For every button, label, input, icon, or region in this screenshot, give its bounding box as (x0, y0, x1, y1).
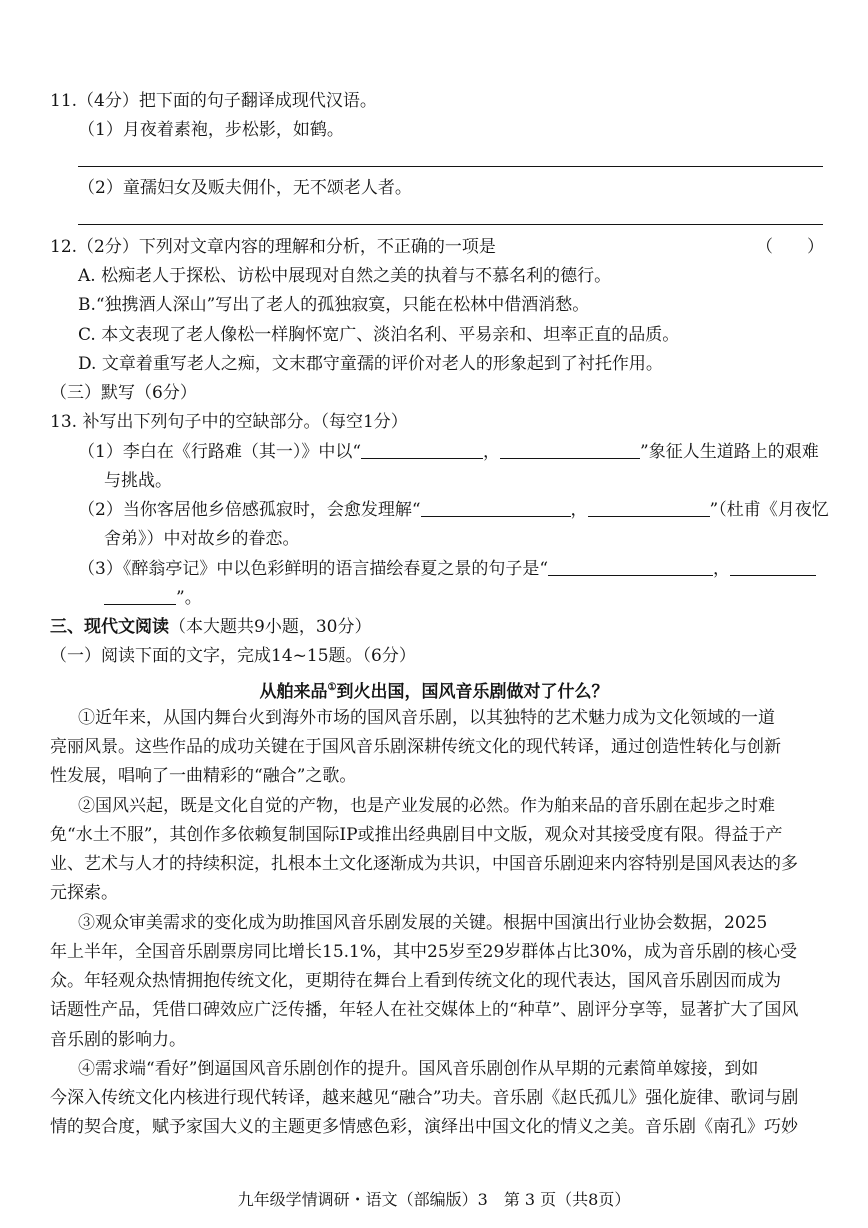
q12-answer-bracket: （ ） (756, 237, 824, 257)
heading-rest: （本大题共9小题，30分） (169, 617, 372, 637)
section-dictation-heading: （三）默写（6分） (50, 383, 197, 403)
article-title (0, 675, 868, 705)
q12-option-c: C. 本文表现了老人像松一样胸怀宽广、淡泊名利、平易亲和、坦率正直的品质。 (78, 325, 680, 345)
q13-item-1 (78, 439, 819, 465)
close-quote: ”。 (176, 588, 202, 608)
article-line: 年上半年，全国音乐剧票房同比增长15.1%，其中25岁至29岁群体占比30%，成为音乐剧的核心受 (50, 942, 798, 962)
q11-sentence-1: （1）月夜着素袍，步松影，如鹤。 (78, 120, 344, 140)
q13-item-3-cont (104, 585, 202, 611)
q12-option-d: D. 文章着重写老人之痴，文末郡守童孺的评价对老人的形象起到了衬托作用。 (78, 354, 663, 374)
q13-blank-6b[interactable] (104, 586, 176, 605)
article-line: 元探索。 (50, 883, 118, 903)
q13-item-1-suffix: ”象征人生道路上的艰难 (640, 442, 819, 462)
article-line: 亮丽风景。这些作品的成功关键在于国风音乐剧深耕传统文化的现代转译，通过创造性转化与创新 (50, 737, 781, 757)
comma: ， (713, 559, 731, 579)
article-line: 情的契合度，赋予家国大义的主题更多情感色彩，演绎出中国文化的情义之美。音乐剧《南孔》巧妙 (50, 1117, 798, 1137)
comma: ， (570, 500, 588, 520)
q11-sentence-2: （2）童孺妇女及贩夫佣仆，无不颂老人者。 (78, 178, 412, 198)
q13-item-2-prefix: （2）当你客居他乡倍感孤寂时，会愈发理解“ (78, 500, 421, 520)
q13-blank-6a[interactable] (730, 557, 816, 576)
q13-item-1-cont: 与挑战。 (104, 471, 172, 491)
q13-item-2-cont: 舍弟》）中对故乡的眷恋。 (104, 529, 300, 549)
q13-blank-1[interactable] (361, 440, 483, 459)
article-line: 音乐剧的影响力。 (50, 1030, 186, 1050)
article-line: ②国风兴起，既是文化自觉的产物，也是产业发展的必然。作为舶来品的音乐剧在起步之时难 (78, 796, 775, 816)
heading-bold: 三、现代文阅读 (50, 617, 169, 637)
article-line: 今深入传统文化内核进行现代转译，越来越见“融合”功夫。音乐剧《赵氏孤儿》强化旋律、歌词与剧 (50, 1088, 799, 1108)
q13-item-3 (78, 556, 816, 582)
q13-item-2 (78, 497, 829, 523)
footnote-marker: ① (327, 682, 337, 693)
article-line: 众。年轻观众热情拥抱传统文化，更期待在舞台上看到传统文化的现代表达，国风音乐剧因而成为 (50, 971, 781, 991)
article-line: 免“水土不服”，其创作多依赖复制国际IP或推出经典剧目中文版，观众对其接受度有限。得益于产 (50, 825, 783, 845)
part-modern-reading-heading (50, 614, 371, 640)
q13-blank-3[interactable] (421, 498, 571, 517)
q13-item-3-prefix: （3）《醉翁亭记》中以色彩鲜明的语言描绘春夏之景的句子是“ (78, 559, 549, 579)
q11-answer-line-2 (78, 224, 823, 225)
q13-blank-2[interactable] (500, 440, 640, 459)
article-line: 话题性产品，凭借口碑效应广泛传播，年轻人在社交媒体上的“种草”、剧评分享等，显著扩大了国风 (50, 1000, 799, 1020)
q11-stem: 11.（4分）把下面的句子翻译成现代汉语。 (50, 91, 377, 111)
reading-1-instruction: （一）阅读下面的文字，完成14~15题。（6分） (50, 646, 416, 666)
article-line: 业、艺术与人才的持续积淀，扎根本土文化逐渐成为共识，中国音乐剧迎来内容特别是国风表达的多 (50, 854, 798, 874)
title-part-b: 到火出国，国风音乐剧做对了什么？ (336, 682, 609, 702)
article-line: ③观众审美需求的变化成为助推国风音乐剧发展的关键。根据中国演出行业协会数据，2025 (78, 913, 768, 933)
q13-item-2-suffix: ”（杜甫《月夜忆 (709, 500, 829, 520)
comma: ， (483, 442, 501, 462)
article-line: ④需求端“看好”倒逼国风音乐剧创作的提升。国风音乐剧创作从早期的元素简单嫁接，到如 (78, 1059, 759, 1079)
q12-stem: 12.（2分）下列对文章内容的理解和分析，不正确的一项是 (50, 237, 496, 257)
q11-answer-line-1 (78, 166, 823, 167)
q12-option-b: B.“独携酒人深山”写出了老人的孤独寂寞，只能在松林中借酒消愁。 (78, 295, 590, 315)
page-footer: 九年级学情调研・语文（部编版）3 第 3 页（共8页） (237, 1190, 631, 1209)
q13-blank-5[interactable] (548, 557, 713, 576)
q13-blank-4[interactable] (588, 498, 710, 517)
q13-stem: 13. 补写出下列句子中的空缺部分。（每空1分） (50, 412, 408, 432)
q13-item-1-prefix: （1）李白在《行路难（其一）》中以“ (78, 442, 362, 462)
article-line: 性发展，唱响了一曲精彩的“融合”之歌。 (50, 766, 357, 786)
title-part-a: 从舶来品 (259, 682, 328, 702)
q12-option-a: A. 松痴老人于探松、访松中展现对自然之美的执着与不慕名利的德行。 (78, 266, 612, 286)
article-line: ①近年来，从国内舞台火到海外市场的国风音乐剧，以其独特的艺术魅力成为文化领域的一道 (78, 708, 775, 728)
